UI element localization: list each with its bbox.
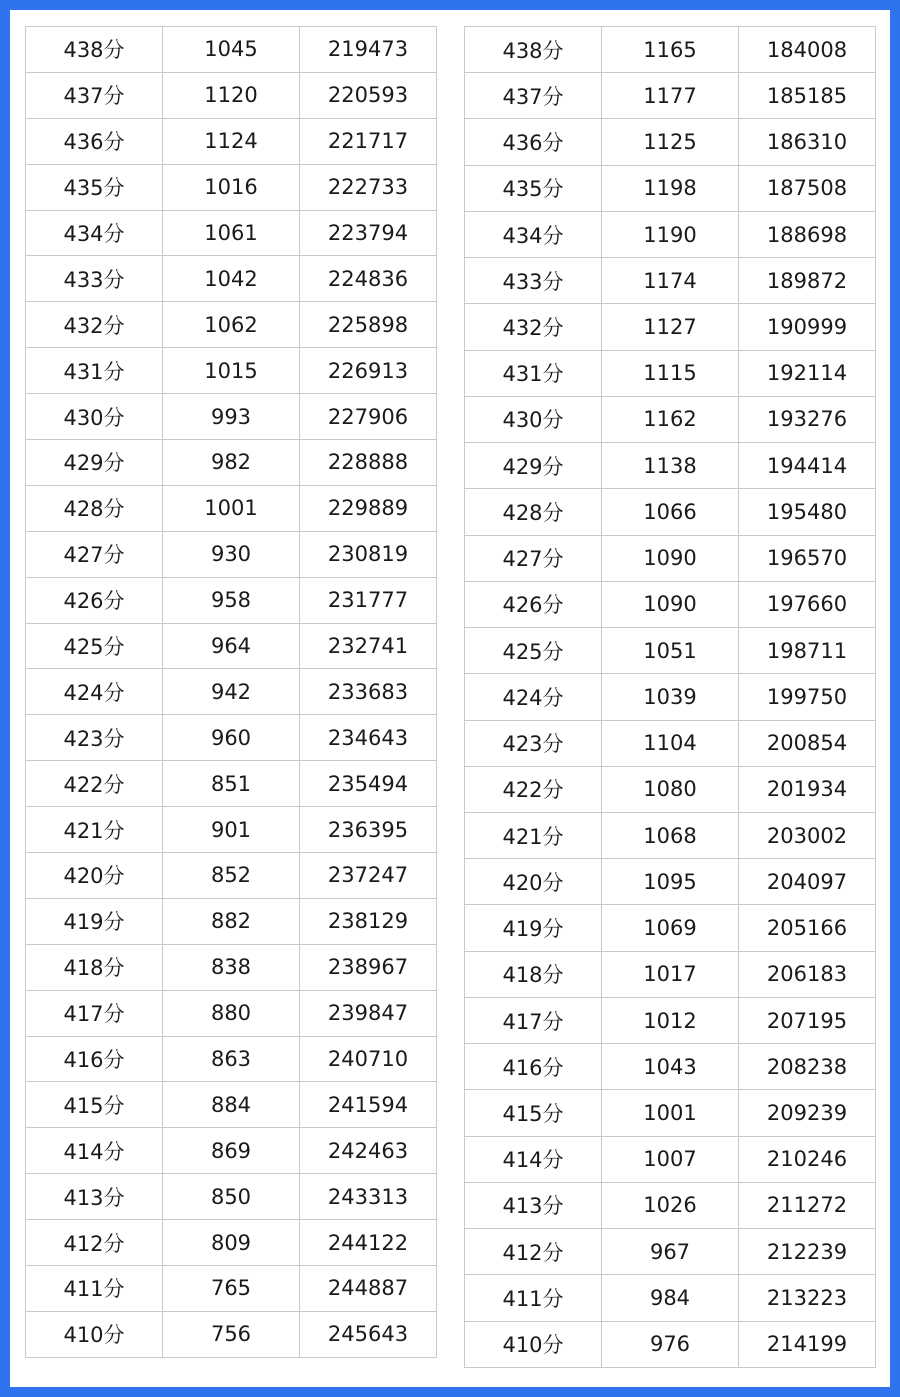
count-cell: 1007 (602, 1136, 739, 1182)
table-row (465, 27, 876, 73)
count-cell: 930 (163, 531, 300, 577)
score-cell: 432分 (26, 302, 163, 348)
score-cell: 420分 (26, 853, 163, 899)
count-cell: 964 (163, 623, 300, 669)
table-row (465, 905, 876, 951)
count-cell: 1026 (602, 1182, 739, 1228)
table-row (26, 761, 437, 807)
score-cell: 421分 (26, 807, 163, 853)
score-cell: 412分 (26, 1220, 163, 1266)
table-row (465, 1321, 876, 1367)
count-cell: 1104 (602, 720, 739, 766)
cumulative-cell: 207195 (739, 997, 876, 1043)
cumulative-cell: 229889 (300, 485, 437, 531)
score-cell: 436分 (26, 118, 163, 164)
cumulative-cell: 232741 (300, 623, 437, 669)
score-cell: 418分 (465, 951, 602, 997)
cumulative-cell: 194414 (739, 443, 876, 489)
table-row (26, 1174, 437, 1220)
cumulative-cell: 240710 (300, 1036, 437, 1082)
count-cell: 993 (163, 394, 300, 440)
count-cell: 1062 (163, 302, 300, 348)
table-row (26, 485, 437, 531)
cumulative-cell: 238129 (300, 898, 437, 944)
score-cell: 427分 (26, 531, 163, 577)
table-row (26, 1082, 437, 1128)
cumulative-cell: 243313 (300, 1174, 437, 1220)
cumulative-cell: 195480 (739, 489, 876, 535)
table-row (26, 715, 437, 761)
score-table-left (25, 26, 437, 1358)
cumulative-cell: 203002 (739, 812, 876, 858)
cumulative-cell: 213223 (739, 1275, 876, 1321)
cumulative-cell: 235494 (300, 761, 437, 807)
count-cell: 1165 (602, 27, 739, 73)
score-distribution-page (10, 10, 890, 1387)
count-cell: 1198 (602, 165, 739, 211)
cumulative-cell: 223794 (300, 210, 437, 256)
cumulative-cell: 199750 (739, 674, 876, 720)
count-cell: 884 (163, 1082, 300, 1128)
score-cell: 423分 (26, 715, 163, 761)
count-cell: 1039 (602, 674, 739, 720)
score-cell: 421分 (465, 812, 602, 858)
table-row (26, 348, 437, 394)
count-cell: 1043 (602, 1044, 739, 1090)
score-cell: 431分 (465, 350, 602, 396)
score-cell: 412分 (465, 1229, 602, 1275)
table-row (26, 853, 437, 899)
score-cell: 410分 (465, 1321, 602, 1367)
count-cell: 765 (163, 1266, 300, 1312)
cumulative-cell: 237247 (300, 853, 437, 899)
table-row (26, 1220, 437, 1266)
count-cell: 1068 (602, 812, 739, 858)
score-cell: 428分 (465, 489, 602, 535)
count-cell: 967 (602, 1229, 739, 1275)
count-cell: 901 (163, 807, 300, 853)
score-cell: 416分 (26, 1036, 163, 1082)
count-cell: 1127 (602, 304, 739, 350)
score-cell: 422分 (465, 766, 602, 812)
count-cell: 1120 (163, 72, 300, 118)
score-cell: 438分 (26, 27, 163, 73)
count-cell: 882 (163, 898, 300, 944)
table-row (26, 577, 437, 623)
table-row (465, 304, 876, 350)
score-cell: 430分 (465, 396, 602, 442)
table-row (465, 1182, 876, 1228)
count-cell: 851 (163, 761, 300, 807)
score-cell: 411分 (26, 1266, 163, 1312)
table-row (465, 1044, 876, 1090)
table-row (26, 990, 437, 1036)
score-cell: 433分 (26, 256, 163, 302)
score-cell: 413分 (465, 1182, 602, 1228)
score-cell: 414分 (26, 1128, 163, 1174)
cumulative-cell: 205166 (739, 905, 876, 951)
cumulative-cell: 198711 (739, 628, 876, 674)
cumulative-cell: 230819 (300, 531, 437, 577)
cumulative-cell: 239847 (300, 990, 437, 1036)
table-row (26, 944, 437, 990)
count-cell: 1190 (602, 211, 739, 257)
count-cell: 838 (163, 944, 300, 990)
cumulative-cell: 225898 (300, 302, 437, 348)
cumulative-cell: 189872 (739, 258, 876, 304)
score-cell: 417分 (26, 990, 163, 1036)
cumulative-cell: 245643 (300, 1311, 437, 1357)
table-row (26, 898, 437, 944)
cumulative-cell: 190999 (739, 304, 876, 350)
cumulative-cell: 242463 (300, 1128, 437, 1174)
score-cell: 437分 (26, 72, 163, 118)
count-cell: 1017 (602, 951, 739, 997)
cumulative-cell: 244122 (300, 1220, 437, 1266)
count-cell: 1015 (163, 348, 300, 394)
count-cell: 852 (163, 853, 300, 899)
cumulative-cell: 233683 (300, 669, 437, 715)
cumulative-cell: 192114 (739, 350, 876, 396)
cumulative-cell: 234643 (300, 715, 437, 761)
score-cell: 422分 (26, 761, 163, 807)
score-cell: 426分 (465, 581, 602, 627)
table-row (465, 951, 876, 997)
table-row (26, 1128, 437, 1174)
cumulative-cell: 210246 (739, 1136, 876, 1182)
table-row (26, 440, 437, 486)
count-cell: 880 (163, 990, 300, 1036)
count-cell: 1090 (602, 535, 739, 581)
count-cell: 1095 (602, 859, 739, 905)
score-cell: 424分 (465, 674, 602, 720)
cumulative-cell: 238967 (300, 944, 437, 990)
count-cell: 1069 (602, 905, 739, 951)
score-cell: 431分 (26, 348, 163, 394)
table-row (465, 1275, 876, 1321)
score-cell: 428分 (26, 485, 163, 531)
score-cell: 427分 (465, 535, 602, 581)
score-cell: 417分 (465, 997, 602, 1043)
cumulative-cell: 206183 (739, 951, 876, 997)
count-cell: 1061 (163, 210, 300, 256)
count-cell: 1080 (602, 766, 739, 812)
count-cell: 1174 (602, 258, 739, 304)
score-cell: 435分 (26, 164, 163, 210)
cumulative-cell: 228888 (300, 440, 437, 486)
table-row (465, 119, 876, 165)
cumulative-cell: 193276 (739, 396, 876, 442)
score-cell: 429分 (465, 443, 602, 489)
table-row (465, 1229, 876, 1275)
table-row (465, 73, 876, 119)
table-row (465, 535, 876, 581)
table-row (26, 72, 437, 118)
count-cell: 756 (163, 1311, 300, 1357)
cumulative-cell: 214199 (739, 1321, 876, 1367)
count-cell: 1001 (163, 485, 300, 531)
count-cell: 1066 (602, 489, 739, 535)
count-cell: 1016 (163, 164, 300, 210)
score-cell: 410分 (26, 1311, 163, 1357)
score-cell: 416分 (465, 1044, 602, 1090)
table-row (465, 997, 876, 1043)
table-row (465, 211, 876, 257)
cumulative-cell: 196570 (739, 535, 876, 581)
count-cell: 960 (163, 715, 300, 761)
cumulative-cell: 226913 (300, 348, 437, 394)
score-cell: 434分 (26, 210, 163, 256)
table-row (26, 531, 437, 577)
table-row (465, 1090, 876, 1136)
table-row (465, 165, 876, 211)
table-row (465, 396, 876, 442)
cumulative-cell: 211272 (739, 1182, 876, 1228)
table-row (465, 489, 876, 535)
cumulative-cell: 186310 (739, 119, 876, 165)
count-cell: 1138 (602, 443, 739, 489)
count-cell: 1124 (163, 118, 300, 164)
count-cell: 984 (602, 1275, 739, 1321)
table-row (26, 256, 437, 302)
score-cell: 425分 (26, 623, 163, 669)
table-row (465, 258, 876, 304)
count-cell: 958 (163, 577, 300, 623)
cumulative-cell: 204097 (739, 859, 876, 905)
cumulative-cell: 209239 (739, 1090, 876, 1136)
score-cell: 419分 (465, 905, 602, 951)
score-cell: 434分 (465, 211, 602, 257)
count-cell: 1001 (602, 1090, 739, 1136)
table-row (26, 807, 437, 853)
table-row (465, 350, 876, 396)
count-cell: 1125 (602, 119, 739, 165)
score-cell: 415分 (465, 1090, 602, 1136)
score-cell: 424分 (26, 669, 163, 715)
table-row (465, 628, 876, 674)
count-cell: 850 (163, 1174, 300, 1220)
count-cell: 1177 (602, 73, 739, 119)
table-row (26, 118, 437, 164)
count-cell: 1051 (602, 628, 739, 674)
cumulative-cell: 231777 (300, 577, 437, 623)
cumulative-cell: 236395 (300, 807, 437, 853)
score-cell: 420分 (465, 859, 602, 905)
table-row (26, 27, 437, 73)
table-row (465, 720, 876, 766)
score-cell: 430分 (26, 394, 163, 440)
score-cell: 414分 (465, 1136, 602, 1182)
score-cell: 435分 (465, 165, 602, 211)
score-cell: 438分 (465, 27, 602, 73)
table-row (26, 669, 437, 715)
cumulative-cell: 219473 (300, 27, 437, 73)
cumulative-cell: 185185 (739, 73, 876, 119)
count-cell: 1012 (602, 997, 739, 1043)
cumulative-cell: 188698 (739, 211, 876, 257)
count-cell: 809 (163, 1220, 300, 1266)
score-table-left-body (26, 27, 437, 1358)
table-row (465, 766, 876, 812)
score-table-right-body (465, 27, 876, 1368)
score-cell: 411分 (465, 1275, 602, 1321)
score-cell: 413分 (26, 1174, 163, 1220)
cumulative-cell: 222733 (300, 164, 437, 210)
table-row (26, 164, 437, 210)
count-cell: 942 (163, 669, 300, 715)
score-cell: 433分 (465, 258, 602, 304)
count-cell: 982 (163, 440, 300, 486)
score-cell: 415分 (26, 1082, 163, 1128)
table-row (465, 674, 876, 720)
score-cell: 429分 (26, 440, 163, 486)
table-row (26, 1036, 437, 1082)
table-row (465, 443, 876, 489)
cumulative-cell: 184008 (739, 27, 876, 73)
table-row (465, 581, 876, 627)
cumulative-cell: 241594 (300, 1082, 437, 1128)
table-row (26, 623, 437, 669)
count-cell: 1045 (163, 27, 300, 73)
cumulative-cell: 227906 (300, 394, 437, 440)
table-row (465, 859, 876, 905)
table-row (465, 812, 876, 858)
table-row (26, 394, 437, 440)
score-cell: 425分 (465, 628, 602, 674)
table-row (26, 1266, 437, 1312)
score-cell: 418分 (26, 944, 163, 990)
count-cell: 1090 (602, 581, 739, 627)
table-row (465, 1136, 876, 1182)
cumulative-cell: 244887 (300, 1266, 437, 1312)
count-cell: 1115 (602, 350, 739, 396)
cumulative-cell: 187508 (739, 165, 876, 211)
table-row (26, 210, 437, 256)
score-table-right (464, 26, 876, 1368)
score-cell: 436分 (465, 119, 602, 165)
score-cell: 419分 (26, 898, 163, 944)
cumulative-cell: 224836 (300, 256, 437, 302)
score-cell: 426分 (26, 577, 163, 623)
cumulative-cell: 208238 (739, 1044, 876, 1090)
cumulative-cell: 200854 (739, 720, 876, 766)
table-row (26, 302, 437, 348)
score-cell: 432分 (465, 304, 602, 350)
table-row (26, 1311, 437, 1357)
cumulative-cell: 212239 (739, 1229, 876, 1275)
cumulative-cell: 197660 (739, 581, 876, 627)
count-cell: 863 (163, 1036, 300, 1082)
score-cell: 423分 (465, 720, 602, 766)
count-cell: 1162 (602, 396, 739, 442)
count-cell: 869 (163, 1128, 300, 1174)
cumulative-cell: 221717 (300, 118, 437, 164)
cumulative-cell: 220593 (300, 72, 437, 118)
count-cell: 1042 (163, 256, 300, 302)
cumulative-cell: 201934 (739, 766, 876, 812)
count-cell: 976 (602, 1321, 739, 1367)
score-cell: 437分 (465, 73, 602, 119)
